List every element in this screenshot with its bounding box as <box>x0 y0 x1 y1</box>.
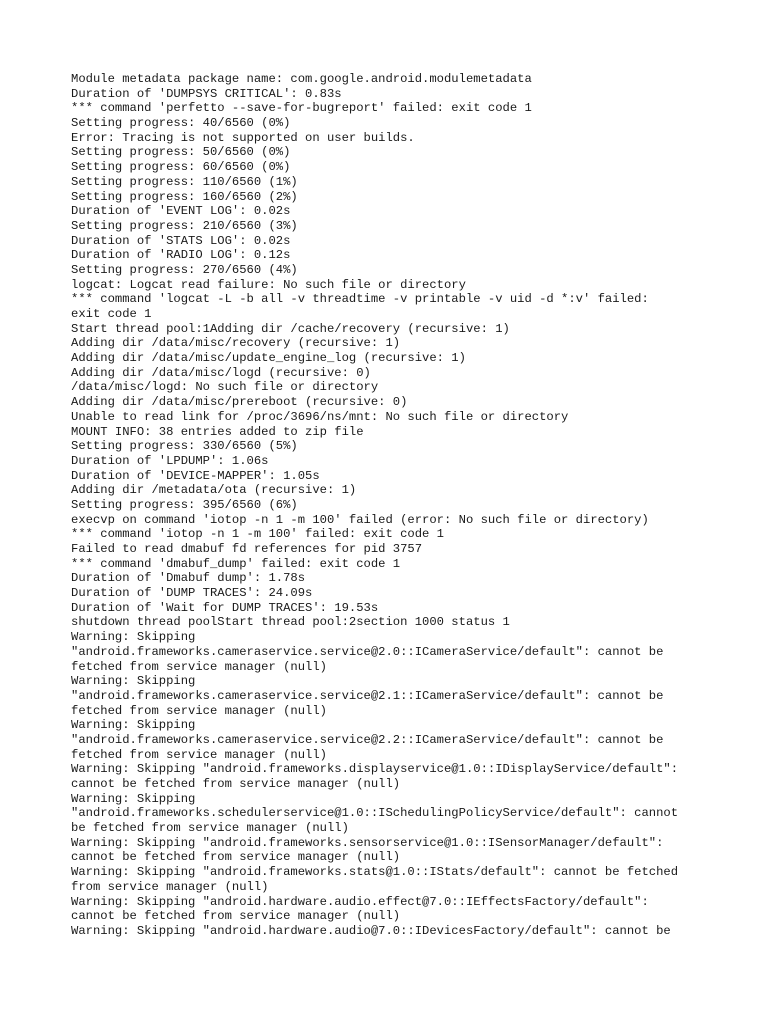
log-line: Setting progress: 50/6560 (0%) <box>71 145 291 160</box>
log-line: Warning: Skipping <box>71 674 196 689</box>
log-line: Setting progress: 330/6560 (5%) <box>71 439 298 454</box>
log-line: Adding dir /data/misc/update_engine_log (recursive: 1) <box>71 351 466 366</box>
log-line: fetched from service manager (null) <box>71 747 327 762</box>
log-line: Warning: Skipping "android.frameworks.sensorservice@1.0::ISensorManager/default": <box>71 835 664 850</box>
log-line: Adding dir /data/misc/recovery (recursive: 1) <box>71 336 401 351</box>
log-line: Module metadata package name: com.google.android.modulemetadata <box>71 72 532 86</box>
log-line: Setting progress: 60/6560 (0%) <box>71 160 291 175</box>
log-line: logcat: Logcat read failure: No such file or directory <box>71 277 466 292</box>
log-line: Start thread pool:1Adding dir /cache/recovery (recursive: 1) <box>71 321 510 336</box>
log-line: cannot be fetched from service manager (null) <box>71 909 401 924</box>
log-line: Setting progress: 110/6560 (1%) <box>71 174 298 189</box>
log-line: "android.frameworks.cameraservice.service@2.2::ICameraService/default": cannot be <box>71 732 664 747</box>
log-line: Warning: Skipping "android.frameworks.displayservice@1.0::IDisplayService/default": <box>71 762 679 777</box>
log-line: Adding dir /metadata/ota (recursive: 1) <box>71 483 357 498</box>
log-line: Adding dir /data/misc/prereboot (recursive: 0) <box>71 395 408 410</box>
log-line: Unable to read link for /proc/3696/ns/mnt: No such file or directory <box>71 409 569 424</box>
log-line: *** command 'dmabuf_dump' failed: exit code 1 <box>71 556 401 571</box>
log-line: *** command 'perfetto --save-for-bugreport' failed: exit code 1 <box>71 101 532 116</box>
log-line: Setting progress: 160/6560 (2%) <box>71 189 298 204</box>
log-line: Duration of 'DEVICE-MAPPER': 1.05s <box>71 468 320 483</box>
log-line: Duration of 'EVENT LOG': 0.02s <box>71 204 291 219</box>
log-line: "android.frameworks.cameraservice.service@2.0::ICameraService/default": cannot be <box>71 644 664 659</box>
log-line: /data/misc/logd: No such file or directory <box>71 380 379 395</box>
log-text-body <box>71 72 711 939</box>
log-line: *** command 'logcat -L -b all -v threadtime -v printable -v uid -d *:v' failed: <box>71 292 649 307</box>
log-line: Duration of 'STATS LOG': 0.02s <box>71 233 291 248</box>
log-line: Duration of 'RADIO LOG': 0.12s <box>71 248 291 263</box>
log-line: Warning: Skipping <box>71 630 196 645</box>
log-line: Warning: Skipping <box>71 718 196 733</box>
log-line: from service manager (null) <box>71 879 269 894</box>
log-line: be fetched from service manager (null) <box>71 821 349 836</box>
log-line: fetched from service manager (null) <box>71 659 327 674</box>
log-line: fetched from service manager (null) <box>71 703 327 718</box>
log-line: shutdown thread poolStart thread pool:2section 1000 status 1 <box>71 615 510 630</box>
log-line: Warning: Skipping "android.hardware.audio@7.0::IDevicesFactory/default": cannot be <box>71 923 671 938</box>
log-line: cannot be fetched from service manager (null) <box>71 777 401 791</box>
log-line: *** command 'iotop -n 1 -m 100' failed: exit code 1 <box>71 527 444 542</box>
log-line: Setting progress: 40/6560 (0%) <box>71 116 291 131</box>
log-line: Duration of 'DUMP TRACES': 24.09s <box>71 586 313 601</box>
log-line: cannot be fetched from service manager (null) <box>71 850 401 865</box>
log-line: Duration of 'Wait for DUMP TRACES': 19.53s <box>71 600 379 615</box>
log-line: Duration of 'DUMPSYS CRITICAL': 0.83s <box>71 86 342 101</box>
log-document <box>71 72 711 939</box>
log-line: execvp on command 'iotop -n 1 -m 100' failed (error: No such file or directory) <box>71 512 649 527</box>
log-line: Warning: Skipping "android.frameworks.stats@1.0::IStats/default": cannot be fetched <box>71 865 679 880</box>
log-line: Duration of 'Dmabuf dump': 1.78s <box>71 571 306 586</box>
log-line: Duration of 'LPDUMP': 1.06s <box>71 453 269 468</box>
log-line: Setting progress: 395/6560 (6%) <box>71 497 298 512</box>
log-line: Setting progress: 210/6560 (3%) <box>71 218 298 233</box>
log-line: exit code 1 <box>71 307 152 321</box>
log-line: MOUNT INFO: 38 entries added to zip file <box>71 424 364 439</box>
log-line: Failed to read dmabuf fd references for pid 3757 <box>71 542 423 556</box>
log-line: Error: Tracing is not supported on user builds. <box>71 130 415 145</box>
log-line: Adding dir /data/misc/logd (recursive: 0) <box>71 365 371 380</box>
log-line: Warning: Skipping "android.hardware.audio.effect@7.0::IEffectsFactory/default": <box>71 894 649 909</box>
log-line: Setting progress: 270/6560 (4%) <box>71 262 298 277</box>
log-line: Warning: Skipping <box>71 791 196 806</box>
log-line: "android.frameworks.cameraservice.service@2.1::ICameraService/default": cannot be <box>71 688 664 703</box>
log-line: "android.frameworks.schedulerservice@1.0::ISchedulingPolicyService/default": cannot <box>71 806 679 821</box>
